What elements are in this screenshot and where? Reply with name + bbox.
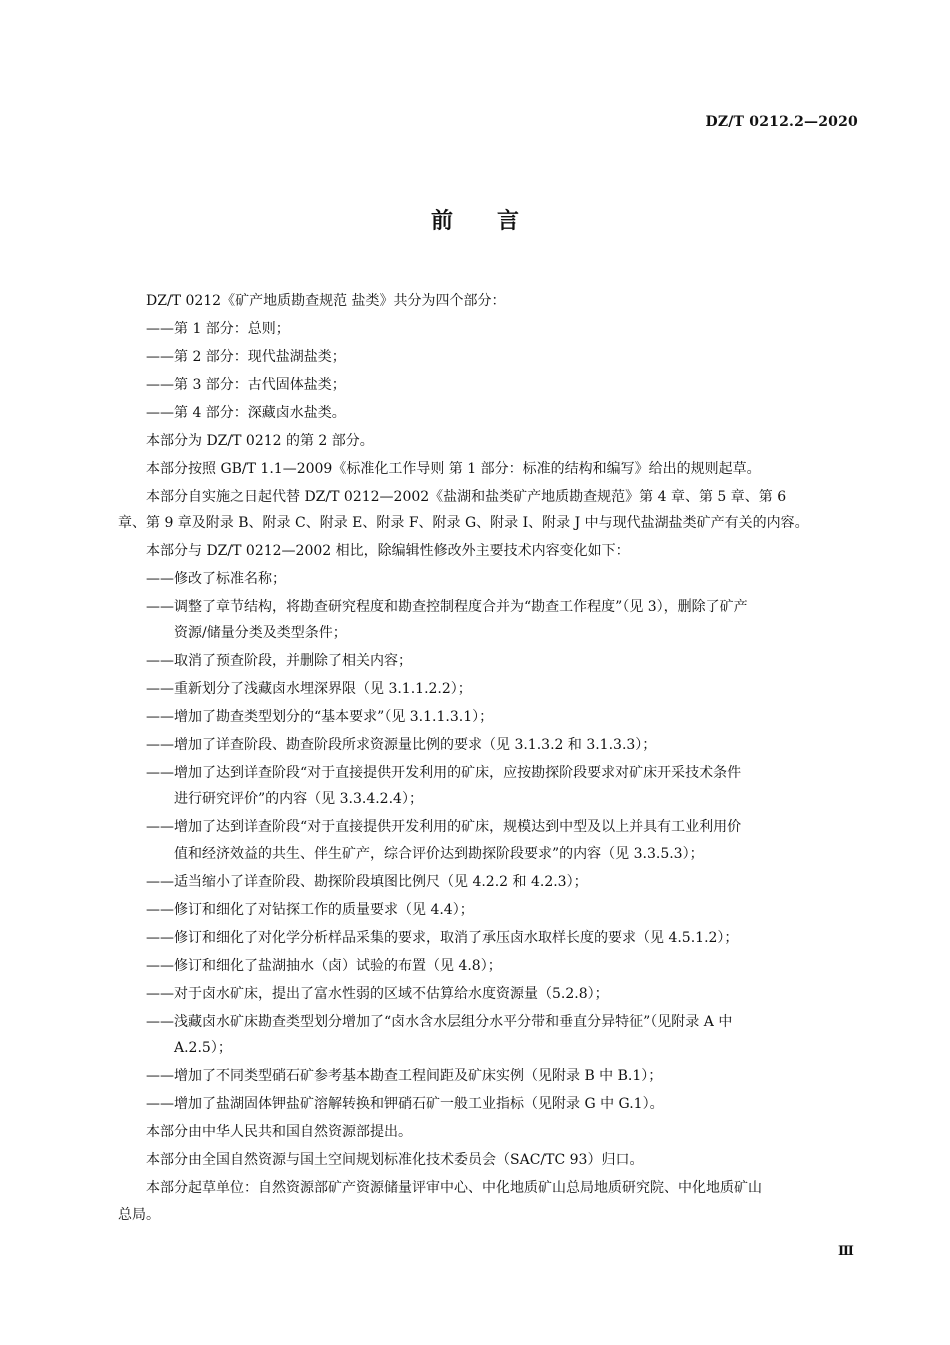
part-1-item: ——第 1 部分：总则； (146, 321, 290, 337)
change-item: ——修改了标准名称； (146, 571, 286, 587)
change-item: ——修订和细化了对钻探工作的质量要求（见 4.4）； (146, 902, 474, 918)
change-item: ——取消了预查阶段，并删除了相关内容； (146, 653, 412, 669)
change-item: ——修订和细化了对化学分析样品采集的要求，取消了承压卤水取样长度的要求（见 4.5.1.2）； (146, 930, 739, 946)
proposer-statement: 本部分由中华人民共和国自然资源部提出。 (146, 1124, 412, 1140)
change-item: ——增加了勘查类型划分的“基本要求”（见 3.1.1.3.1）； (146, 709, 494, 725)
replacement-para: 本部分自实施之日起代替 DZ/T 0212—2002《盐湖和盐类矿产地质勘查规范》第 4 章、第 5 章、第 6 (146, 489, 787, 505)
replacement-cont: 章、第 9 章及附录 B、附录 C、附录 E、附录 F、附录 G、附录 I、附录 J 中与现代盐湖盐类矿产有关的内容。 (118, 515, 809, 531)
standard-code: DZ/T 0212.2—2020 (705, 114, 858, 130)
drafting-units-cont: 总局。 (118, 1207, 160, 1223)
page-title: 前言 (430, 208, 563, 234)
change-item-cont: A.2.5）； (174, 1040, 232, 1056)
part-statement: 本部分为 DZ/T 0212 的第 2 部分。 (146, 433, 374, 449)
change-item: ——适当缩小了详查阶段、勘探阶段填图比例尺（见 4.2.2 和 4.2.3）； (146, 874, 588, 890)
change-item-cont: 值和经济效益的共生、伴生矿产，综合评价达到勘探阶段要求”的内容（见 3.3.5.3）； (174, 846, 704, 862)
change-item: ——调整了章节结构，将勘查研究程度和勘查控制程度合并为“勘查工作程度”（见 3），删除了矿产 (146, 599, 748, 615)
change-item: ——修订和细化了盐湖抽水（卤）试验的布置（见 4.8）； (146, 958, 502, 974)
part-2-item: ——第 2 部分：现代盐湖盐类； (146, 349, 346, 365)
part-3-item: ——第 3 部分：古代固体盐类； (146, 377, 346, 393)
change-item: ——增加了达到详查阶段“对于直接提供开发利用的矿床，应按勘探阶段要求对矿床开采技术条件 (146, 765, 742, 781)
change-item: ——增加了盐湖固体钾盐矿溶解转换和钾硝石矿一般工业指标（见附录 G 中 G.1）。 (146, 1096, 664, 1112)
drafting-units: 本部分起草单位：自然资源部矿产资源储量评审中心、中化地质矿山总局地质研究院、中化地质矿山 (146, 1180, 762, 1196)
change-item: ——重新划分了浅藏卤水埋深界限（见 3.1.1.2.2）； (146, 681, 472, 697)
part-4-item: ——第 4 部分：深藏卤水盐类。 (146, 405, 346, 421)
changes-intro: 本部分与 DZ/T 0212—2002 相比，除编辑性修改外主要技术内容变化如下： (146, 543, 630, 559)
change-item: ——增加了不同类型硝石矿参考基本勘查工程间距及矿床实例（见附录 B 中 B.1）； (146, 1068, 663, 1084)
page-number: Ⅲ (838, 1244, 854, 1259)
change-item-cont: 资源/储量分类及类型条件； (174, 625, 347, 641)
change-item-cont: 进行研究评价”的内容（见 3.3.4.2.4）； (174, 791, 423, 807)
change-item: ——浅藏卤水矿床勘查类型划分增加了“卤水含水层组分水平分带和垂直分异特征”（见附录 A 中 (146, 1014, 733, 1030)
intro-parts: DZ/T 0212《矿产地质勘查规范 盐类》共分为四个部分： (146, 293, 506, 309)
change-item: ——增加了详查阶段、勘查阶段所求资源量比例的要求（见 3.1.3.2 和 3.1.3.3）； (146, 737, 657, 753)
change-item: ——增加了达到详查阶段“对于直接提供开发利用的矿床，规模达到中型及以上并具有工业利用价 (146, 819, 742, 835)
drafting-rules: 本部分按照 GB/T 1.1—2009《标准化工作导则 第 1 部分：标准的结构和编写》给出的规则起草。 (146, 461, 761, 477)
change-item: ——对于卤水矿床，提出了富水性弱的区域不估算给水度资源量（5.2.8）； (146, 986, 609, 1002)
committee-statement: 本部分由全国自然资源与国土空间规划标准化技术委员会（SAC/TC 93）归口。 (146, 1152, 644, 1168)
